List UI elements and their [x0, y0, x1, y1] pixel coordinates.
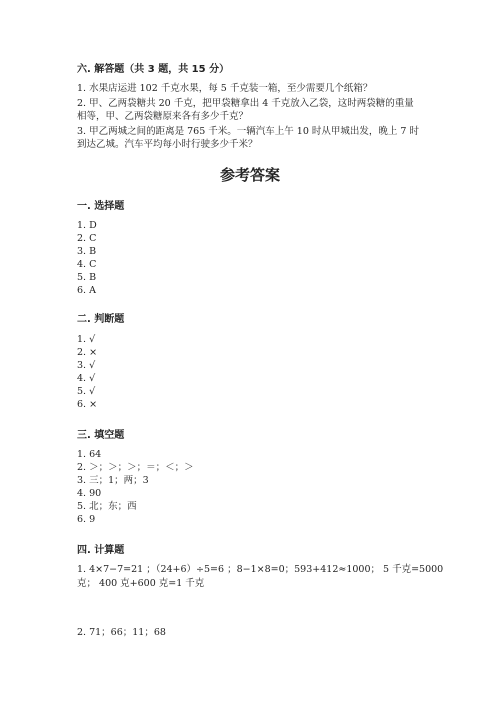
fill-answer: 6. 9: [77, 514, 96, 525]
calc-answer-line-3: 2. 71；66；11；68: [77, 627, 166, 638]
fill-answer: 3. 三；1；两；3: [77, 475, 149, 486]
fill-answer: 2. ＞；＞；＞；＝；＜；＞: [77, 462, 194, 473]
fill-answer: 4. 90: [77, 488, 102, 499]
section-title-choice: 一. 选择题: [77, 201, 125, 212]
judge-answer: 6. ×: [77, 399, 98, 410]
section-title-fill: 三. 填空题: [77, 430, 125, 441]
choice-answer: 5. B: [77, 272, 97, 283]
fill-answer: 5. 北；东；西: [77, 501, 137, 512]
section-title-calc: 四. 计算题: [77, 545, 125, 556]
answer-key-title: 参考答案: [219, 166, 280, 184]
judge-answer: 2. ×: [77, 347, 98, 358]
judge-answer: 5. √: [77, 386, 96, 397]
section-title-judge: 二. 判断题: [77, 314, 125, 325]
judge-answer: 3. √: [77, 360, 96, 371]
question-1: 1. 水果店运进 102 千克水果，每 5 千克装一箱，至少需要几个纸箱？: [77, 83, 373, 94]
calc-answer-line-1: 1. 4×7−7=21 ；（24+6）÷5=6 ；8−1×8=0；593+412≈1000； 5 千克=5000: [77, 564, 444, 575]
judge-answer: 1. √: [77, 334, 96, 345]
section-title-solve: 六. 解答题（共 3 题，共 15 分）: [77, 64, 230, 75]
choice-answer: 4. C: [77, 259, 97, 270]
question-3-line-1: 3. 甲乙两城之间的距离是 765 千米。一辆汽车上午 10 时从甲城出发，晚上 7 时: [77, 126, 419, 137]
question-2-line-1: 2. 甲、乙两袋糖共 20 千克，把甲袋糖拿出 4 千克放入乙袋，这时两袋糖的重量: [77, 98, 414, 109]
choice-answer: 2. C: [77, 233, 97, 244]
question-2-line-2: 相等，甲、乙两袋糖原来各有多少千克？: [77, 111, 249, 122]
calc-answer-line-2: 克； 400 克+600 克=1 千克: [77, 578, 205, 589]
choice-answer: 1. D: [77, 220, 97, 231]
choice-answer: 6. A: [77, 285, 96, 296]
choice-answer: 3. B: [77, 246, 97, 257]
fill-answer: 1. 64: [77, 449, 102, 460]
question-3-line-2: 到达乙城。汽车平均每小时行驶多少千米？: [77, 139, 258, 150]
judge-answer: 4. √: [77, 373, 96, 384]
